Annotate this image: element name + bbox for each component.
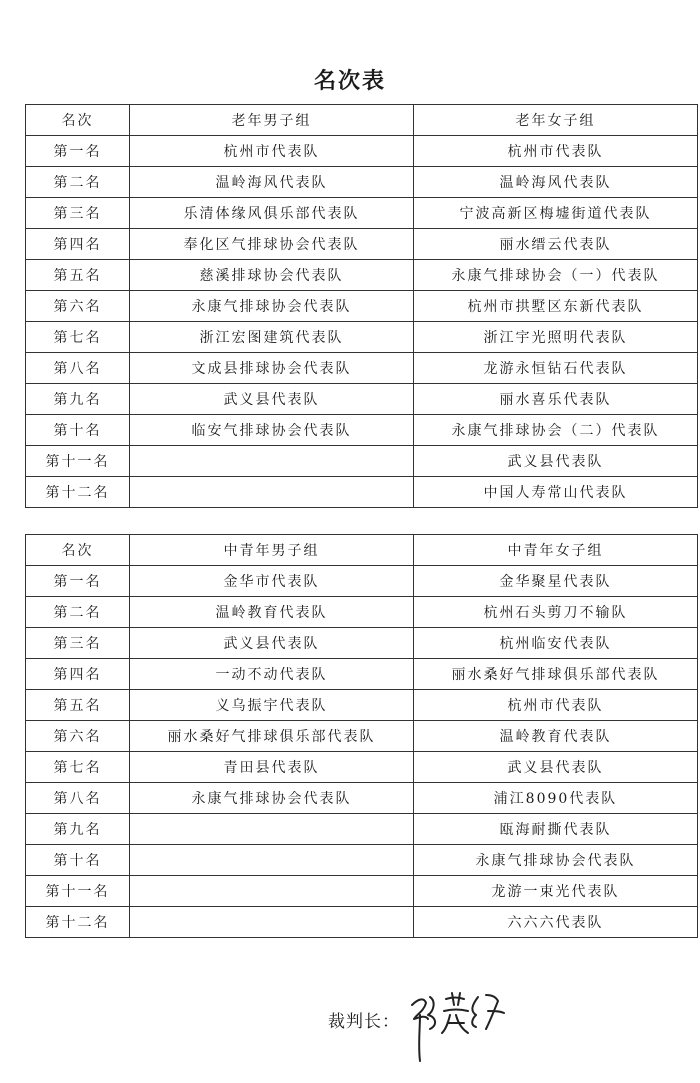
women-team-cell: 永康气排球协会代表队: [414, 845, 698, 876]
women-team-cell: 瓯海耐撕代表队: [414, 814, 698, 845]
men-team-cell: 温岭海风代表队: [130, 167, 414, 198]
table-row: [26, 566, 698, 597]
rank-cell: 第十一名: [26, 446, 130, 477]
men-team-cell: 浙江宏图建筑代表队: [130, 322, 414, 353]
youth-ranking-table: [25, 534, 698, 938]
women-team-cell: 永康气排球协会（二）代表队: [414, 415, 698, 446]
column-header: 老年女子组: [414, 105, 698, 136]
table-row: [26, 136, 698, 167]
table-row: [26, 198, 698, 229]
table-row: [26, 353, 698, 384]
women-team-cell: 龙游一束光代表队: [414, 876, 698, 907]
table-row: [26, 291, 698, 322]
table-row: [26, 659, 698, 690]
rank-cell: 第二名: [26, 167, 130, 198]
rank-cell: 第八名: [26, 353, 130, 384]
women-team-cell: 浙江宇光照明代表队: [414, 322, 698, 353]
men-team-cell: 慈溪排球协会代表队: [130, 260, 414, 291]
rank-cell: 第五名: [26, 260, 130, 291]
signature-area: [328, 985, 548, 1065]
rank-cell: 第十名: [26, 845, 130, 876]
women-team-cell: 杭州临安代表队: [414, 628, 698, 659]
women-team-cell: 龙游永恒钻石代表队: [414, 353, 698, 384]
women-team-cell: 杭州市代表队: [414, 136, 698, 167]
women-team-cell: 杭州石头剪刀不输队: [414, 597, 698, 628]
rank-cell: 第三名: [26, 198, 130, 229]
rank-cell: 第二名: [26, 597, 130, 628]
men-team-cell: 文成县排球协会代表队: [130, 353, 414, 384]
men-team-cell: [130, 845, 414, 876]
rank-cell: 第十名: [26, 415, 130, 446]
men-team-cell: 青田县代表队: [130, 752, 414, 783]
men-team-cell: [130, 907, 414, 938]
rank-cell: 第三名: [26, 628, 130, 659]
table-row: [26, 446, 698, 477]
table-row: [26, 167, 698, 198]
women-team-cell: 中国人寿常山代表队: [414, 477, 698, 508]
table-row: [26, 690, 698, 721]
men-team-cell: 临安气排球协会代表队: [130, 415, 414, 446]
youth-ranking-body: [26, 535, 698, 938]
men-team-cell: 温岭教育代表队: [130, 597, 414, 628]
rank-cell: 第一名: [26, 136, 130, 167]
handwritten-signature: [406, 985, 516, 1065]
rank-cell: 第五名: [26, 690, 130, 721]
table-row: [26, 384, 698, 415]
table-row: [26, 415, 698, 446]
rank-cell: 第六名: [26, 291, 130, 322]
women-team-cell: 杭州市代表队: [414, 690, 698, 721]
rank-cell: 第一名: [26, 566, 130, 597]
table-row: [26, 783, 698, 814]
table-row: [26, 260, 698, 291]
youth-header-row: [26, 535, 698, 566]
men-team-cell: 金华市代表队: [130, 566, 414, 597]
men-team-cell: 武义县代表队: [130, 384, 414, 415]
men-team-cell: 永康气排球协会代表队: [130, 783, 414, 814]
women-team-cell: 六六六代表队: [414, 907, 698, 938]
women-team-cell: 丽水桑好气排球俱乐部代表队: [414, 659, 698, 690]
column-header: 名次: [26, 535, 130, 566]
women-team-cell: 武义县代表队: [414, 446, 698, 477]
rank-cell: 第四名: [26, 659, 130, 690]
women-team-cell: 金华聚星代表队: [414, 566, 698, 597]
rank-cell: 第九名: [26, 814, 130, 845]
women-team-cell: 温岭海风代表队: [414, 167, 698, 198]
rank-cell: 第七名: [26, 322, 130, 353]
table-row: [26, 597, 698, 628]
women-team-cell: 武义县代表队: [414, 752, 698, 783]
senior-header-row: [26, 105, 698, 136]
women-team-cell: 浦江8090代表队: [414, 783, 698, 814]
women-team-cell: 永康气排球协会（一）代表队: [414, 260, 698, 291]
rank-cell: 第八名: [26, 783, 130, 814]
column-header: 中青年女子组: [414, 535, 698, 566]
table-row: [26, 322, 698, 353]
senior-ranking-body: [26, 105, 698, 508]
table-row: [26, 845, 698, 876]
women-team-cell: 宁波高新区梅墟街道代表队: [414, 198, 698, 229]
women-team-cell: 丽水喜乐代表队: [414, 384, 698, 415]
table-row: [26, 876, 698, 907]
men-team-cell: 义乌振宇代表队: [130, 690, 414, 721]
senior-ranking-table: [25, 104, 698, 508]
rank-cell: 第十二名: [26, 907, 130, 938]
men-team-cell: [130, 814, 414, 845]
column-header: 中青年男子组: [130, 535, 414, 566]
women-team-cell: 杭州市拱墅区东新代表队: [414, 291, 698, 322]
table-row: [26, 628, 698, 659]
men-team-cell: 丽水桑好气排球俱乐部代表队: [130, 721, 414, 752]
chief-referee-label: 裁判长：: [328, 1012, 400, 1032]
men-team-cell: [130, 876, 414, 907]
rank-cell: 第四名: [26, 229, 130, 260]
table-row: [26, 229, 698, 260]
women-team-cell: 温岭教育代表队: [414, 721, 698, 752]
column-header: 名次: [26, 105, 130, 136]
men-team-cell: 乐清体缘风俱乐部代表队: [130, 198, 414, 229]
rank-cell: 第十二名: [26, 477, 130, 508]
page-title: 名次表: [313, 69, 386, 94]
rank-cell: 第六名: [26, 721, 130, 752]
men-team-cell: [130, 477, 414, 508]
men-team-cell: 武义县代表队: [130, 628, 414, 659]
table-row: [26, 814, 698, 845]
table-row: [26, 907, 698, 938]
men-team-cell: 奉化区气排球协会代表队: [130, 229, 414, 260]
table-row: [26, 752, 698, 783]
column-header: 老年男子组: [130, 105, 414, 136]
women-team-cell: 丽水缙云代表队: [414, 229, 698, 260]
table-row: [26, 477, 698, 508]
rank-cell: 第七名: [26, 752, 130, 783]
men-team-cell: 永康气排球协会代表队: [130, 291, 414, 322]
rank-cell: 第九名: [26, 384, 130, 415]
men-team-cell: [130, 446, 414, 477]
men-team-cell: 一动不动代表队: [130, 659, 414, 690]
men-team-cell: 杭州市代表队: [130, 136, 414, 167]
table-row: [26, 721, 698, 752]
rank-cell: 第十一名: [26, 876, 130, 907]
